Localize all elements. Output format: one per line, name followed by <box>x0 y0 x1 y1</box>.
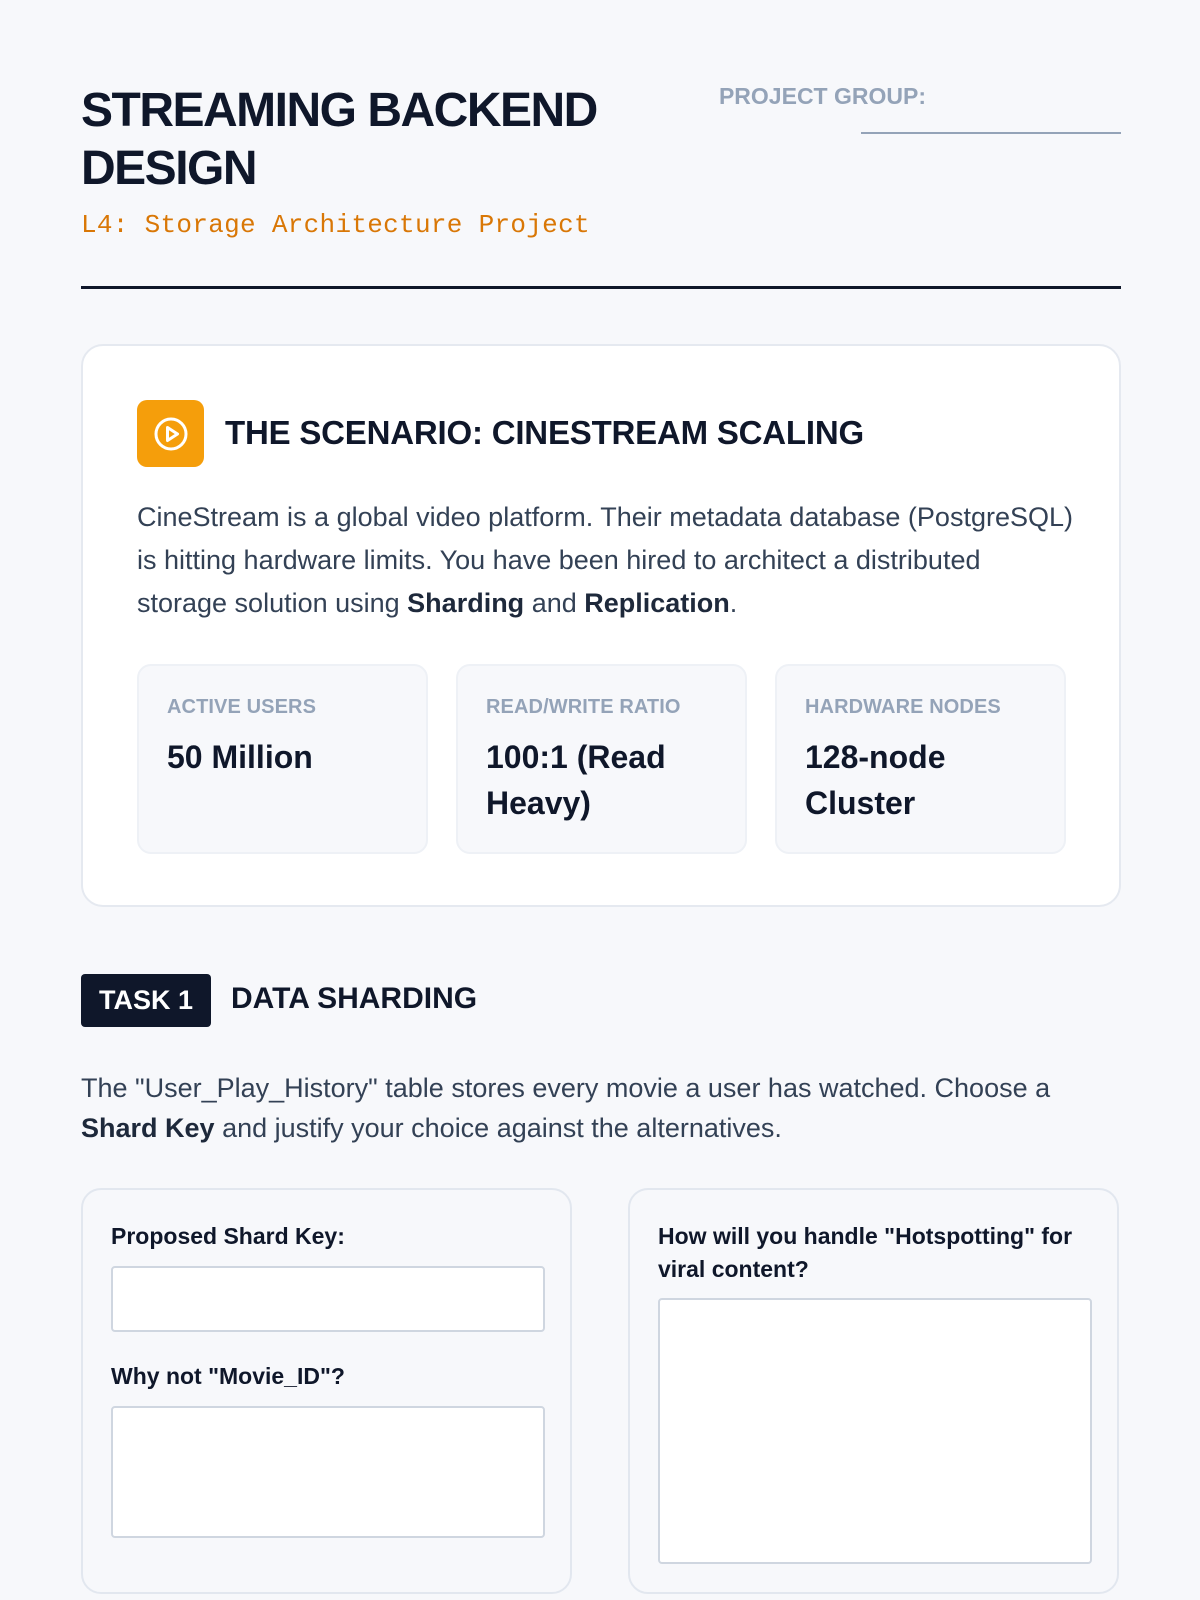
scenario-card <box>81 344 1121 907</box>
hotspotting-textarea[interactable] <box>658 1298 1092 1564</box>
project-group-label: PROJECT GROUP: <box>718 83 926 109</box>
page-subtitle: L4: Storage Architecture Project <box>81 210 590 240</box>
shard-key-card <box>81 1188 572 1594</box>
stat-label: ACTIVE USERS <box>167 696 317 718</box>
stat-read-write-ratio <box>456 664 747 854</box>
stat-value: 100:1 (Read Heavy) <box>486 739 666 821</box>
page-title: STREAMING BACKEND DESIGN <box>81 84 597 195</box>
shard-key-label: Proposed Shard Key: <box>111 1223 345 1249</box>
why-not-movie-id-textarea[interactable] <box>111 1406 545 1538</box>
play-circle-icon <box>137 400 204 467</box>
hotspotting-card <box>628 1188 1119 1594</box>
stat-hardware-nodes <box>775 664 1066 854</box>
header <box>81 0 1121 290</box>
worksheet-page <box>81 0 1121 1389</box>
stat-value: 50 Million <box>167 739 313 775</box>
header-divider <box>81 286 1121 289</box>
stat-active-users <box>137 664 428 854</box>
task-badge: TASK 1 <box>81 974 211 1027</box>
hotspotting-label: How will you handle "Hotspotting" for viral content? <box>658 1223 1073 1282</box>
project-group-field[interactable] <box>861 132 1121 134</box>
stat-value: 128-node Cluster <box>805 739 946 821</box>
task-title: DATA SHARDING <box>231 982 478 1015</box>
task-description: The "User_Play_History" table stores every movie a user has watched. Choose a Shard Key and justify your choice against the alternatives. <box>81 1073 1051 1143</box>
scenario-title: THE SCENARIO: CINESTREAM SCALING <box>225 414 864 451</box>
why-not-movie-id-label: Why not "Movie_ID"? <box>111 1363 345 1389</box>
stat-label: HARDWARE NODES <box>805 696 1001 718</box>
stat-label: READ/WRITE RATIO <box>486 696 681 718</box>
shard-key-input[interactable] <box>111 1266 545 1332</box>
replication-term: Replication <box>584 588 730 618</box>
sharding-term: Sharding <box>407 588 525 618</box>
shard-key-term: Shard Key <box>81 1113 215 1143</box>
scenario-description: CineStream is a global video platform. Their metadata database (PostgreSQL) is hitting hardware limits. You have been hired to architect a distributed storage solution using Sharding and Replication. <box>137 502 1073 618</box>
